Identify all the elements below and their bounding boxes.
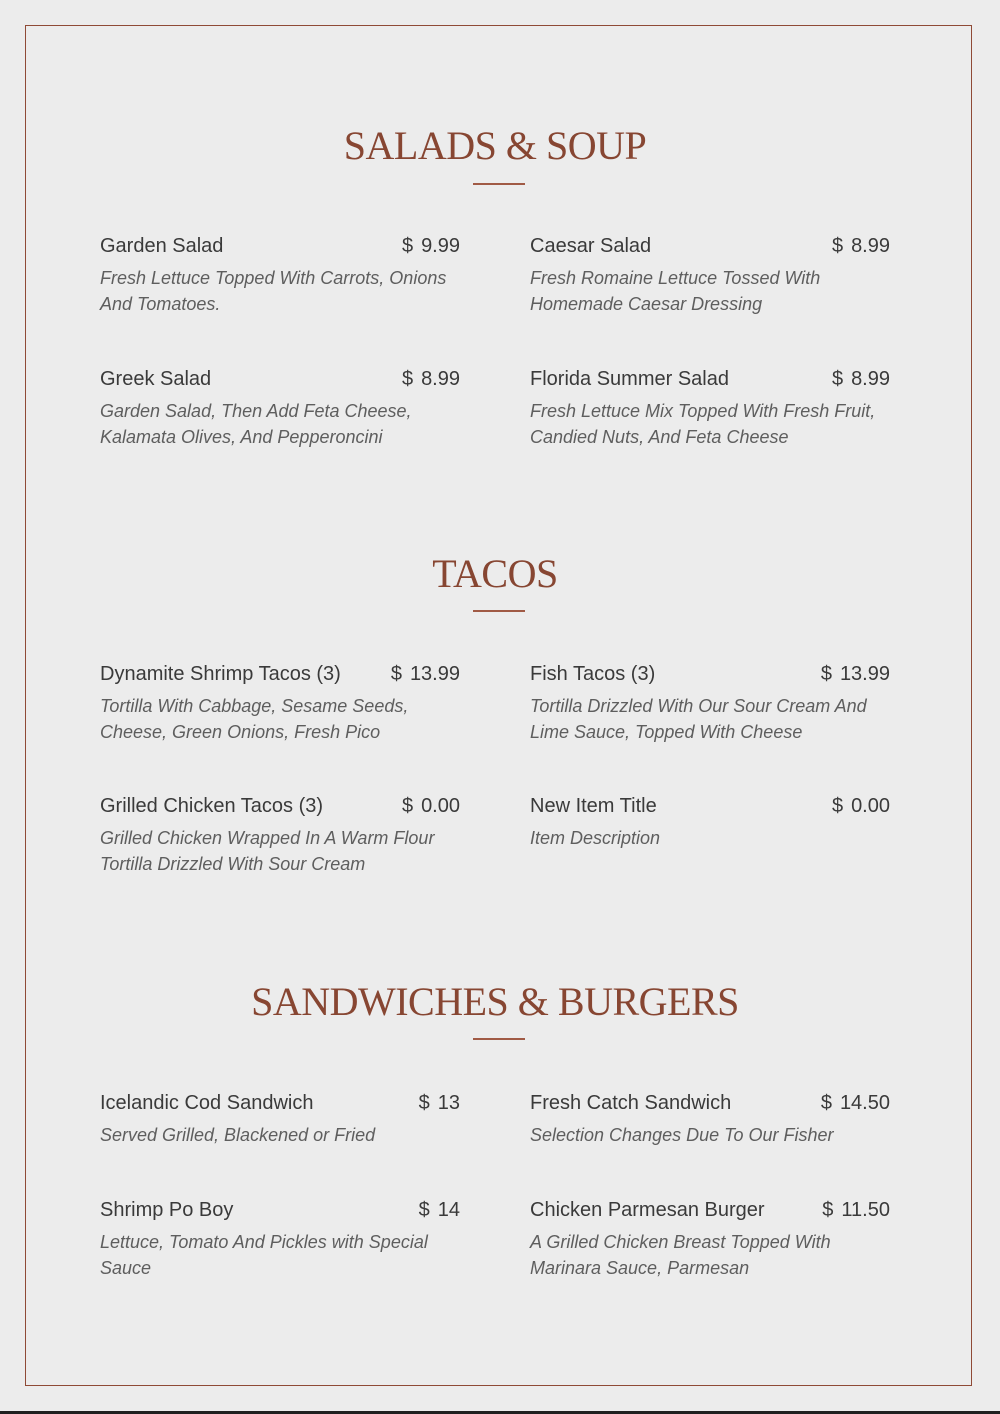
item-name: Shrimp Po Boy xyxy=(100,1199,234,1221)
currency-symbol: $ xyxy=(401,795,414,817)
currency-symbol: $ xyxy=(401,235,414,257)
price-value: 9.99 xyxy=(421,235,460,257)
section-title: SALADS & SOUP xyxy=(343,123,647,168)
currency-symbol: $ xyxy=(831,368,844,390)
item-price xyxy=(402,231,460,261)
price-value: 13.99 xyxy=(839,663,890,685)
item-price xyxy=(402,364,460,394)
price-value: 8.99 xyxy=(851,235,890,257)
currency-symbol: $ xyxy=(390,663,402,685)
item-price xyxy=(419,1088,460,1118)
item-header xyxy=(530,1088,890,1118)
currency-symbol: $ xyxy=(831,795,844,817)
item-description: Garden Salad, Then Add Feta Cheese, Kalamata Olives, And Pepperoncini xyxy=(100,401,412,447)
item-price xyxy=(821,659,890,689)
price-value: 0.00 xyxy=(421,795,460,817)
currency-symbol: $ xyxy=(822,1199,834,1221)
item-header xyxy=(100,659,460,689)
item-description: Selection Changes Due To Our Fisher xyxy=(530,1125,834,1145)
currency-symbol: $ xyxy=(418,1199,430,1221)
price-value: 0.00 xyxy=(851,795,890,817)
item-description: Fresh Lettuce Mix Topped With Fresh Fruit, Candied Nuts, And Feta Cheese xyxy=(530,401,876,447)
section-title: SANDWICHES & BURGERS xyxy=(251,979,739,1024)
item-name: New Item Title xyxy=(530,795,657,817)
item-description: Grilled Chicken Wrapped In A Warm Flour Tortilla Drizzled With Sour Cream xyxy=(100,828,435,874)
item-description: Tortilla Drizzled With Our Sour Cream And Lime Sauce, Topped With Cheese xyxy=(530,696,867,742)
item-header xyxy=(100,1195,460,1225)
item-name: Chicken Parmesan Burger xyxy=(530,1199,765,1221)
item-price xyxy=(822,1195,890,1225)
item-name: Grilled Chicken Tacos (3) xyxy=(100,795,324,817)
item-price xyxy=(832,231,890,261)
item-name: Icelandic Cod Sandwich xyxy=(100,1092,314,1114)
currency-symbol: $ xyxy=(820,663,832,685)
item-description: Served Grilled, Blackened or Fried xyxy=(100,1125,376,1145)
item-price xyxy=(402,791,460,821)
item-header xyxy=(530,231,890,261)
item-price xyxy=(821,1088,890,1118)
price-value: 14.50 xyxy=(839,1092,890,1114)
section-divider xyxy=(473,610,525,612)
item-name: Greek Salad xyxy=(100,368,212,390)
price-value: 11.50 xyxy=(841,1199,890,1221)
item-header xyxy=(100,231,460,261)
price-value: 14 xyxy=(437,1199,460,1221)
item-name: Dynamite Shrimp Tacos (3) xyxy=(100,663,341,685)
item-header xyxy=(530,364,890,394)
item-header xyxy=(530,659,890,689)
section-title: TACOS xyxy=(432,551,558,596)
item-header xyxy=(530,1195,890,1225)
item-description: Fresh Lettuce Topped With Carrots, Onions And Tomatoes. xyxy=(100,268,447,314)
item-name: Garden Salad xyxy=(100,235,224,257)
section-divider xyxy=(473,183,525,185)
item-header xyxy=(100,791,460,821)
item-header xyxy=(530,791,890,821)
item-name: Florida Summer Salad xyxy=(530,368,729,390)
price-value: 13.99 xyxy=(409,663,460,685)
item-name: Fish Tacos (3) xyxy=(530,663,656,685)
price-value: 8.99 xyxy=(851,368,890,390)
item-header xyxy=(100,364,460,394)
item-price xyxy=(832,364,890,394)
currency-symbol: $ xyxy=(401,368,414,390)
currency-symbol: $ xyxy=(831,235,844,257)
price-value: 13 xyxy=(437,1092,460,1114)
item-price xyxy=(419,1195,460,1225)
item-header xyxy=(100,1088,460,1118)
item-description: Lettuce, Tomato And Pickles with Special Sauce xyxy=(100,1232,428,1278)
currency-symbol: $ xyxy=(820,1092,832,1114)
item-price xyxy=(832,791,890,821)
item-description: A Grilled Chicken Breast Topped With Marinara Sauce, Parmesan xyxy=(530,1232,831,1278)
item-price xyxy=(391,659,460,689)
price-value: 8.99 xyxy=(421,368,460,390)
section-divider xyxy=(473,1038,525,1040)
item-name: Fresh Catch Sandwich xyxy=(530,1092,732,1114)
currency-symbol: $ xyxy=(418,1092,430,1114)
item-description: Tortilla With Cabbage, Sesame Seeds, Cheese, Green Onions, Fresh Pico xyxy=(100,696,409,742)
item-description: Item Description xyxy=(530,828,661,848)
item-description: Fresh Romaine Lettuce Tossed With Homemade Caesar Dressing xyxy=(530,268,821,314)
item-name: Caesar Salad xyxy=(530,235,652,257)
